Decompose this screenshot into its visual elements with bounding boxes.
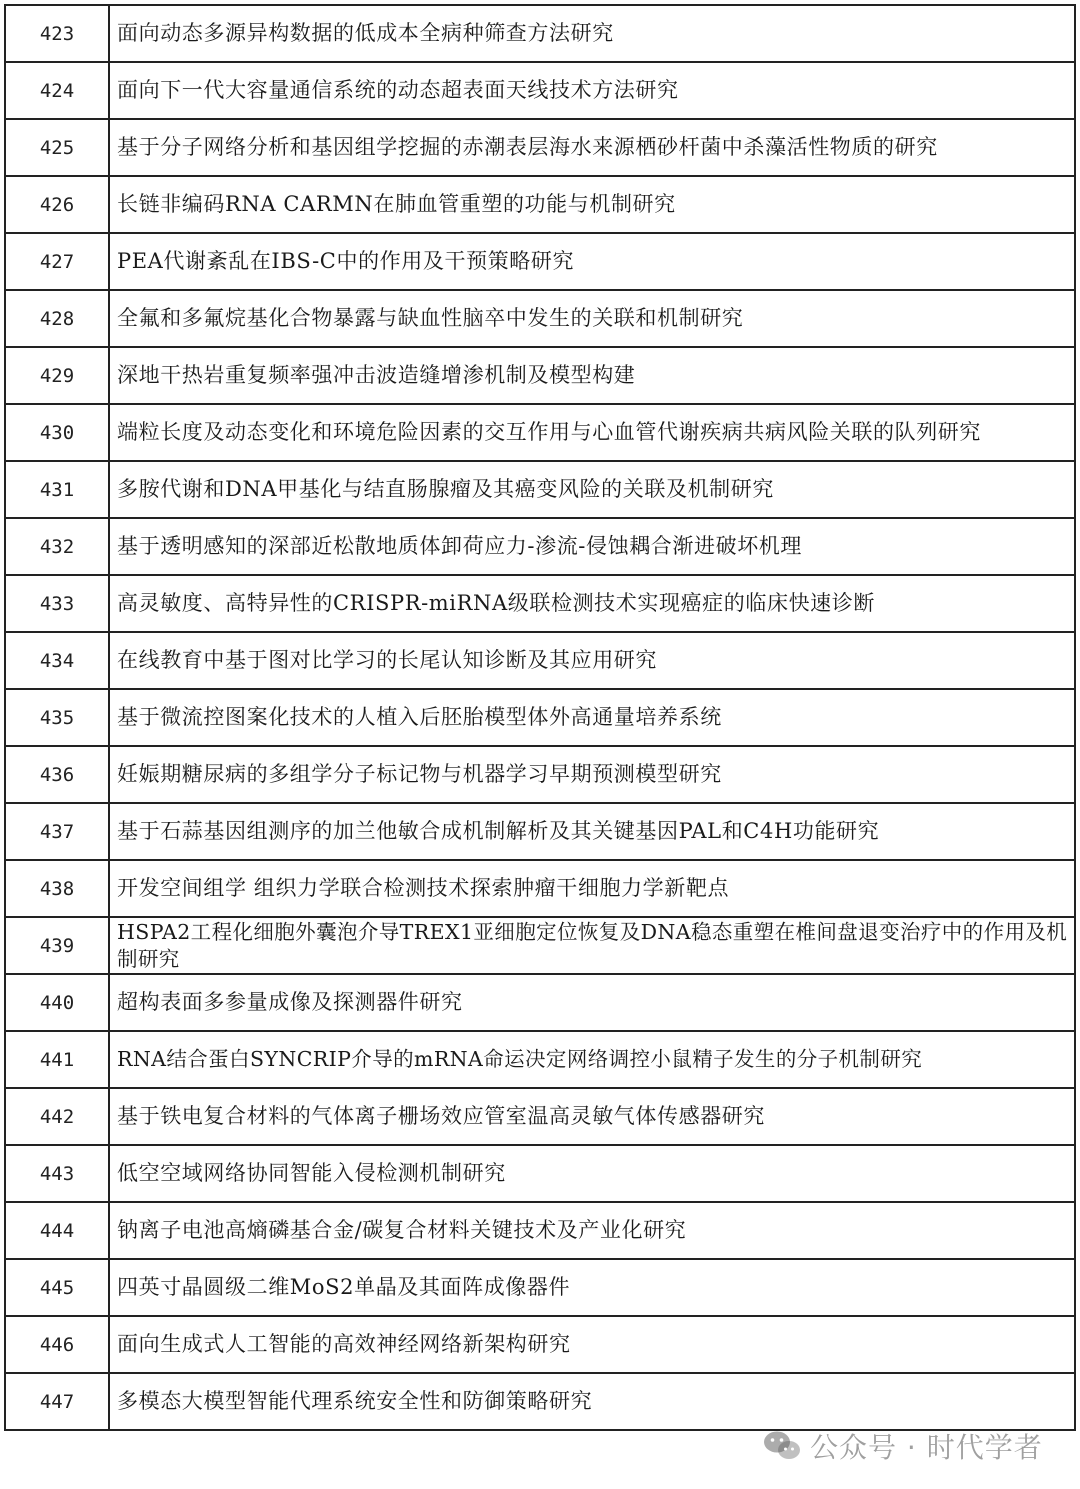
row-number: 431: [5, 461, 109, 518]
row-number: 432: [5, 518, 109, 575]
row-number: 433: [5, 575, 109, 632]
row-number: 427: [5, 233, 109, 290]
row-number: 439: [5, 917, 109, 974]
row-number: 437: [5, 803, 109, 860]
table-row: [5, 1088, 1075, 1145]
table-row: [5, 62, 1075, 119]
project-title: 深地干热岩重复频率强冲击波造缝增渗机制及模型构建: [109, 347, 1075, 404]
project-title: PEA代谢紊乱在IBS-C中的作用及干预策略研究: [109, 233, 1075, 290]
project-title: 全氟和多氟烷基化合物暴露与缺血性脑卒中发生的关联和机制研究: [109, 290, 1075, 347]
row-number: 426: [5, 176, 109, 233]
row-number: 435: [5, 689, 109, 746]
table-row: [5, 233, 1075, 290]
table-row: [5, 461, 1075, 518]
project-title: 端粒长度及动态变化和环境危险因素的交互作用与心血管代谢疾病共病风险关联的队列研究: [109, 404, 1075, 461]
row-number: 436: [5, 746, 109, 803]
row-number: 443: [5, 1145, 109, 1202]
wechat-icon: [762, 1429, 802, 1463]
table-row: [5, 290, 1075, 347]
row-number: 424: [5, 62, 109, 119]
table-row: [5, 974, 1075, 1031]
table-row: [5, 575, 1075, 632]
project-title: 面向生成式人工智能的高效神经网络新架构研究: [109, 1316, 1075, 1373]
table-row: [5, 1145, 1075, 1202]
table-row: [5, 518, 1075, 575]
watermark-text: 公众号 · 时代学者: [810, 1431, 1043, 1464]
project-title: 开发空间组学 组织力学联合检测技术探索肿瘤干细胞力学新靶点: [109, 860, 1075, 917]
project-title: HSPA2工程化细胞外囊泡介导TREX1亚细胞定位恢复及DNA稳态重塑在椎间盘退变治疗中的作用及机制研究: [109, 917, 1075, 974]
project-title: 基于透明感知的深部近松散地质体卸荷应力-渗流-侵蚀耦合渐进破坏机理: [109, 518, 1075, 575]
row-number: 445: [5, 1259, 109, 1316]
table-row: [5, 5, 1075, 62]
project-title: 多模态大模型智能代理系统安全性和防御策略研究: [109, 1373, 1075, 1430]
table-row: [5, 746, 1075, 803]
project-title: 高灵敏度、高特异性的CRISPR-miRNA级联检测技术实现癌症的临床快速诊断: [109, 575, 1075, 632]
project-title: 妊娠期糖尿病的多组学分子标记物与机器学习早期预测模型研究: [109, 746, 1075, 803]
row-number: 438: [5, 860, 109, 917]
table-row: [5, 347, 1075, 404]
row-number: 423: [5, 5, 109, 62]
project-title: 面向下一代大容量通信系统的动态超表面天线技术方法研究: [109, 62, 1075, 119]
table-row: [5, 860, 1075, 917]
table-row: [5, 917, 1075, 974]
row-number: 429: [5, 347, 109, 404]
table-row: [5, 1202, 1075, 1259]
table-row: [5, 1373, 1075, 1430]
project-title: 长链非编码RNA CARMN在肺血管重塑的功能与机制研究: [109, 176, 1075, 233]
row-number: 441: [5, 1031, 109, 1088]
project-title: 面向动态多源异构数据的低成本全病种筛查方法研究: [109, 5, 1075, 62]
project-table-body: [5, 5, 1075, 1430]
row-number: 428: [5, 290, 109, 347]
table-row: [5, 1031, 1075, 1088]
project-table: [4, 4, 1076, 1431]
table-row: [5, 1259, 1075, 1316]
table-row: [5, 803, 1075, 860]
table-row: [5, 119, 1075, 176]
project-title: 低空空域网络协同智能入侵检测机制研究: [109, 1145, 1075, 1202]
project-title: 钠离子电池高熵磷基合金/碳复合材料关键技术及产业化研究: [109, 1202, 1075, 1259]
row-number: 430: [5, 404, 109, 461]
table-row: [5, 176, 1075, 233]
table-row: [5, 404, 1075, 461]
project-title: 基于分子网络分析和基因组学挖掘的赤潮表层海水来源栖砂杆菌中杀藻活性物质的研究: [109, 119, 1075, 176]
row-number: 440: [5, 974, 109, 1031]
row-number: 425: [5, 119, 109, 176]
watermark: [762, 1426, 1043, 1466]
project-title: 超构表面多参量成像及探测器件研究: [109, 974, 1075, 1031]
project-title: 在线教育中基于图对比学习的长尾认知诊断及其应用研究: [109, 632, 1075, 689]
project-title: 四英寸晶圆级二维MoS2单晶及其面阵成像器件: [109, 1259, 1075, 1316]
row-number: 434: [5, 632, 109, 689]
project-title: RNA结合蛋白SYNCRIP介导的mRNA命运决定网络调控小鼠精子发生的分子机制研究: [109, 1031, 1075, 1088]
row-number: 442: [5, 1088, 109, 1145]
row-number: 446: [5, 1316, 109, 1373]
row-number: 444: [5, 1202, 109, 1259]
project-title: 基于石蒜基因组测序的加兰他敏合成机制解析及其关键基因PAL和C4H功能研究: [109, 803, 1075, 860]
project-title: 基于微流控图案化技术的人植入后胚胎模型体外高通量培养系统: [109, 689, 1075, 746]
table-row: [5, 689, 1075, 746]
project-title: 基于铁电复合材料的气体离子栅场效应管室温高灵敏气体传感器研究: [109, 1088, 1075, 1145]
table-row: [5, 1316, 1075, 1373]
row-number: 447: [5, 1373, 109, 1430]
project-title: 多胺代谢和DNA甲基化与结直肠腺瘤及其癌变风险的关联及机制研究: [109, 461, 1075, 518]
table-row: [5, 632, 1075, 689]
